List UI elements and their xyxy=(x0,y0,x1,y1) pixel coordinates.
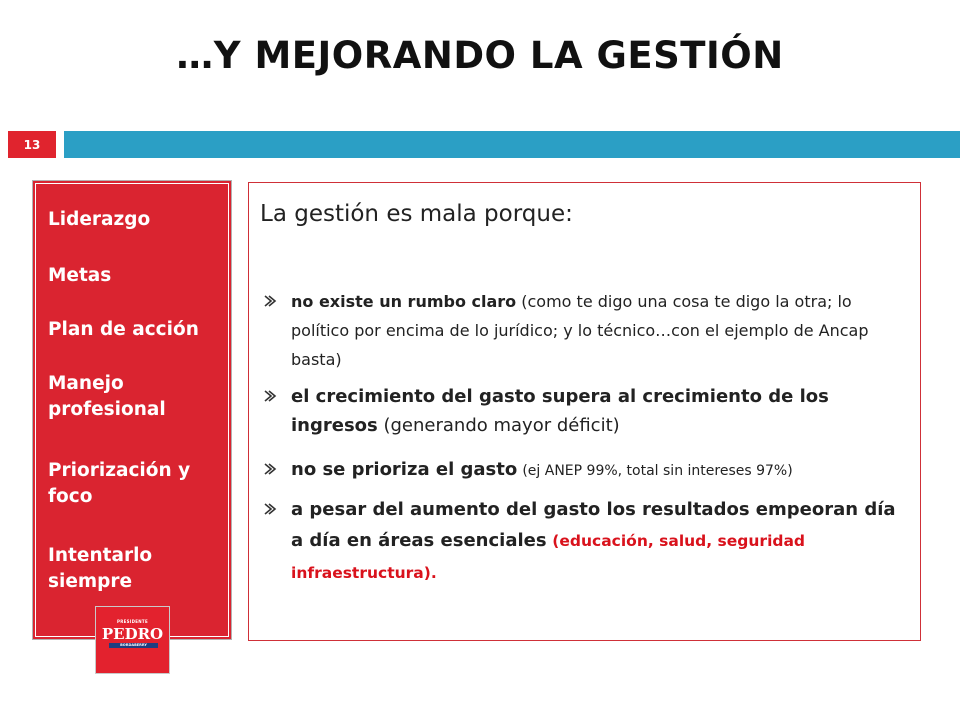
bullet-red-text: (educación, salud, seguridad infraestructura). xyxy=(291,532,806,582)
slide-title: …Y MEJORANDO LA GESTIÓN xyxy=(176,34,784,77)
logo-name: PEDRO xyxy=(101,625,164,643)
slide-number-badge: 13 xyxy=(8,131,56,158)
sidebar-panel xyxy=(32,180,232,640)
arrow-bullet-icon xyxy=(261,388,277,404)
logo-band: BORDABERRY xyxy=(109,643,158,648)
sidebar-item-priorizacion: Priorización y foco xyxy=(48,460,191,507)
arrow-bullet-icon xyxy=(261,293,277,309)
sidebar-item-metas: Metas xyxy=(48,265,112,286)
content-box xyxy=(248,182,921,641)
bullet-bold-text: no se prioriza el gasto xyxy=(291,459,518,480)
bullet-bold-text: el crecimiento del gasto supera al crecimiento de los ingresos xyxy=(291,386,829,436)
sidebar-item-liderazgo: Liderazgo xyxy=(48,209,151,230)
logo-top-text: PRESIDENTE xyxy=(117,619,148,624)
list-item xyxy=(291,494,911,589)
arrow-bullet-icon xyxy=(261,461,277,477)
list-item xyxy=(291,455,911,486)
bullet-bold-text: no existe un rumbo claro xyxy=(291,292,517,311)
list-item xyxy=(291,287,911,374)
sidebar-item-intentarlo: Intentarlo siempre xyxy=(48,545,153,592)
sidebar-item-manejo-profesional: Manejo profesional xyxy=(48,373,166,420)
content-heading: La gestión es mala porque: xyxy=(260,201,573,227)
header-bar xyxy=(64,131,960,158)
bullet-bold-text: a pesar del aumento del gasto los resultados empeoran día a día en áreas esenciales xyxy=(291,499,896,551)
bullet-normal-text: (ej ANEP 99%, total sin intereses 97%) xyxy=(522,463,793,479)
bullet-normal-text: (como te digo una cosa te digo la otra; lo político por encima de lo jurídico; y lo técnico…con el ejemplo de Ancap basta) xyxy=(291,292,869,369)
list-item xyxy=(291,382,911,440)
campaign-logo xyxy=(95,606,170,674)
arrow-bullet-icon xyxy=(261,501,277,517)
bullet-normal-text: (generando mayor déficit) xyxy=(383,415,620,436)
sidebar-item-plan-de-accion: Plan de acción xyxy=(48,319,199,340)
